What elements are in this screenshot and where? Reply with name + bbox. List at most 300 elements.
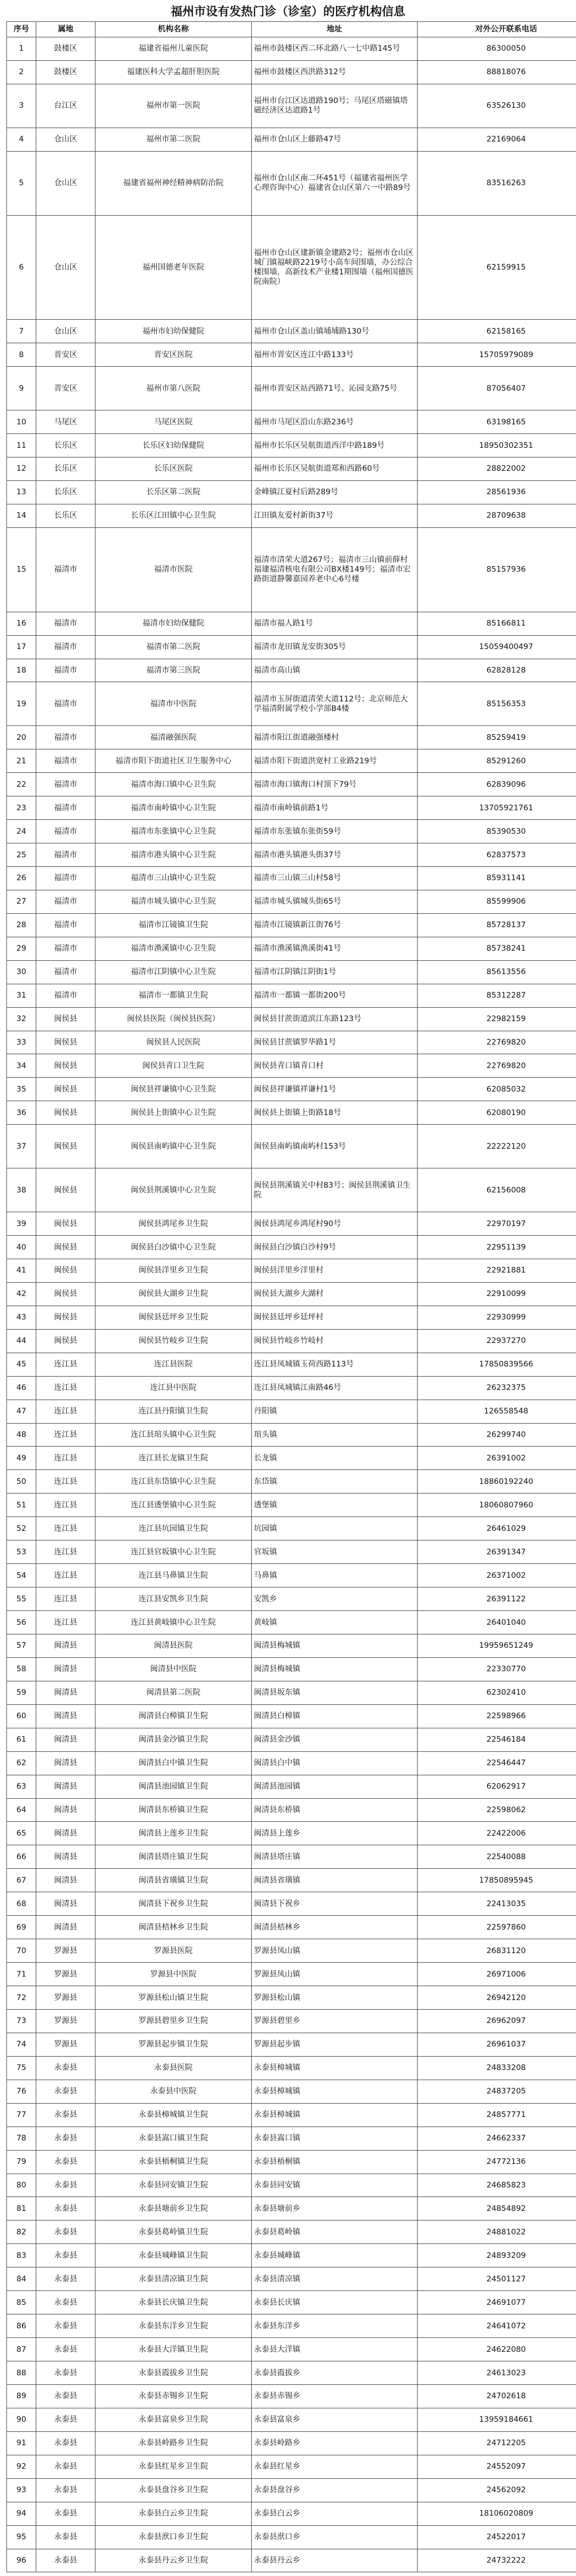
cell-no: 71 <box>7 1963 36 1986</box>
table-row <box>7 1470 576 1494</box>
cell-no: 52 <box>7 1517 36 1540</box>
cell-name: 福清市城头镇中心卫生院 <box>95 890 252 913</box>
table-row <box>7 2127 576 2150</box>
cell-phone: 22330770 <box>418 1657 576 1681</box>
cell-address: 闽清县白樟镇 <box>252 1704 418 1728</box>
cell-district: 闽清县 <box>36 1845 95 1869</box>
cell-district: 福清市 <box>36 773 95 796</box>
cell-phone: 15705979089 <box>418 343 576 367</box>
cell-phone: 22413035 <box>418 1892 576 1916</box>
cell-no: 45 <box>7 1353 36 1376</box>
table-row <box>7 773 576 796</box>
cell-district: 闽清县 <box>36 1657 95 1681</box>
cell-district: 连江县 <box>36 1517 95 1540</box>
cell-address: 闽侯县洋里乡洋里村 <box>252 1259 418 1282</box>
table-row <box>7 1798 576 1822</box>
cell-no: 2 <box>7 60 36 84</box>
cell-district: 福清市 <box>36 984 95 1007</box>
cell-phone: 126558548 <box>418 1400 576 1423</box>
cell-name: 福州市第二医院 <box>95 128 252 151</box>
table-row <box>7 1751 576 1775</box>
table-row <box>7 480 576 504</box>
cell-address: 闽清县桔林乡 <box>252 1916 418 1939</box>
table-row <box>7 434 576 457</box>
cell-address: 永泰县樟城镇 <box>252 2056 418 2080</box>
cell-address: 罗源县碧里乡 <box>252 2009 418 2033</box>
cell-district: 永泰县 <box>36 2174 95 2197</box>
table-row <box>7 1306 576 1329</box>
cell-address: 福清市清荣大道267号；福清市三山镇前薛村福建福清核电有限公司BX楼149号；福清市宏路街道静馨嘉园养老中心6号楼 <box>252 527 418 612</box>
cell-address: 永泰县城峰镇 <box>252 2244 418 2267</box>
table-row <box>7 2502 576 2525</box>
table-row <box>7 2455 576 2478</box>
cell-district: 闽清县 <box>36 1916 95 1939</box>
cell-phone: 28709638 <box>418 504 576 527</box>
cell-address: 闽清县梅城镇 <box>252 1634 418 1657</box>
header-address: 地址 <box>252 22 418 37</box>
cell-no: 53 <box>7 1540 36 1564</box>
table-row <box>7 1775 576 1798</box>
cell-address: 永泰县梧桐镇 <box>252 2150 418 2174</box>
cell-name: 永泰县岭路乡卫生院 <box>95 2431 252 2455</box>
cell-district: 闽清县 <box>36 1704 95 1728</box>
cell-district: 福清市 <box>36 659 95 682</box>
cell-address: 永泰县丹云乡 <box>252 2549 418 2572</box>
cell-address: 福清市龙田镇龙安街305号 <box>252 635 418 659</box>
cell-address: 闽侯县鸿尾乡鸿尾村90号 <box>252 1212 418 1236</box>
cell-address: 永泰县清凉镇 <box>252 2267 418 2291</box>
cell-address: 罗源县凤山镇 <box>252 1963 418 1986</box>
cell-district: 福清市 <box>36 749 95 773</box>
cell-name: 福清市江阴镇中心卫生院 <box>95 960 252 984</box>
cell-phone: 26962097 <box>418 2009 576 2033</box>
cell-no: 37 <box>7 1125 36 1168</box>
table-row <box>7 2291 576 2314</box>
cell-phone: 24772136 <box>418 2150 576 2174</box>
cell-no: 56 <box>7 1611 36 1634</box>
cell-district: 永泰县 <box>36 2221 95 2244</box>
cell-address: 福清市港头镇港头街37号 <box>252 843 418 867</box>
cell-no: 18 <box>7 659 36 682</box>
cell-district: 闽清县 <box>36 1892 95 1916</box>
cell-address: 闽侯县白沙镇白沙村9号 <box>252 1236 418 1259</box>
cell-district: 连江县 <box>36 1400 95 1423</box>
cell-address: 马鼻镇 <box>252 1564 418 1587</box>
cell-phone: 22769820 <box>418 1031 576 1054</box>
cell-address: 福清市江镜镇新江街76号 <box>252 913 418 937</box>
cell-phone: 24501127 <box>418 2267 576 2291</box>
table-row <box>7 1400 576 1423</box>
cell-address: 闽侯县甘蔗镇罗华路1号 <box>252 1031 418 1054</box>
cell-no: 10 <box>7 410 36 434</box>
cell-phone: 24562092 <box>418 2478 576 2502</box>
cell-address: 永泰县赤锡乡 <box>252 2384 418 2408</box>
cell-address: 永泰县富泉乡 <box>252 2408 418 2431</box>
cell-no: 66 <box>7 1845 36 1869</box>
cell-no: 84 <box>7 2267 36 2291</box>
cell-name: 闽侯县大湖乡卫生院 <box>95 1282 252 1306</box>
cell-address: 闽清县白中镇 <box>252 1751 418 1775</box>
table-row <box>7 1540 576 1564</box>
cell-name: 永泰县红星乡卫生院 <box>95 2455 252 2478</box>
cell-district: 马尾区 <box>36 410 95 434</box>
cell-phone: 85312287 <box>418 984 576 1007</box>
cell-name: 永泰县白云乡卫生院 <box>95 2502 252 2525</box>
cell-phone: 22169064 <box>418 128 576 151</box>
table-row <box>7 2009 576 2033</box>
cell-district: 连江县 <box>36 1540 95 1564</box>
cell-no: 22 <box>7 773 36 796</box>
cell-district: 福清市 <box>36 527 95 612</box>
cell-district: 晋安区 <box>36 367 95 410</box>
cell-phone: 24854892 <box>418 2197 576 2221</box>
table-row <box>7 151 576 215</box>
cell-phone: 62062917 <box>418 1775 576 1798</box>
table-row <box>7 796 576 820</box>
cell-district: 闽侯县 <box>36 1007 95 1031</box>
cell-name: 闽侯县荆溪镇中心卫生院 <box>95 1168 252 1212</box>
cell-name: 福清市第三医院 <box>95 659 252 682</box>
cell-address: 永泰县樟城镇 <box>252 2103 418 2127</box>
cell-name: 永泰县东洋乡卫生院 <box>95 2314 252 2338</box>
cell-no: 73 <box>7 2009 36 2033</box>
cell-phone: 22540088 <box>418 1845 576 1869</box>
cell-no: 68 <box>7 1892 36 1916</box>
cell-district: 台江区 <box>36 84 95 128</box>
cell-address: 连江县凤城镇玉荷西路113号 <box>252 1353 418 1376</box>
cell-district: 闽侯县 <box>36 1212 95 1236</box>
cell-address: 福州市鼓楼区西洪路312号 <box>252 60 418 84</box>
cell-district: 鼓楼区 <box>36 60 95 84</box>
cell-no: 40 <box>7 1236 36 1259</box>
cell-phone: 85613556 <box>418 960 576 984</box>
cell-phone: 24662337 <box>418 2127 576 2150</box>
cell-name: 连江县丹阳镇卫生院 <box>95 1400 252 1423</box>
cell-phone: 62828128 <box>418 659 576 682</box>
cell-name: 闽清县上莲乡卫生院 <box>95 1822 252 1845</box>
cell-name: 闽侯县祥谦镇中心卫生院 <box>95 1078 252 1101</box>
table-row <box>7 60 576 84</box>
table-row <box>7 1845 576 1869</box>
cell-district: 晋安区 <box>36 343 95 367</box>
table-body <box>7 37 576 2572</box>
cell-no: 30 <box>7 960 36 984</box>
cell-phone: 19959651249 <box>418 1634 576 1657</box>
table-row <box>7 913 576 937</box>
cell-name: 闽侯县廷坪乡卫生院 <box>95 1306 252 1329</box>
cell-address: 闽侯县荆溪镇关中村83号；闽侯县荆溪镇卫生院 <box>252 1168 418 1212</box>
table-row <box>7 2525 576 2549</box>
cell-address: 永泰县红星乡 <box>252 2455 418 2478</box>
cell-name: 闽侯县上街镇中心卫生院 <box>95 1101 252 1125</box>
cell-phone: 85157936 <box>418 527 576 612</box>
table-row <box>7 1822 576 1845</box>
table-row <box>7 682 576 726</box>
cell-address: 福州市长乐区吴航街道西洋中路189号 <box>252 434 418 457</box>
cell-phone: 22769820 <box>418 1054 576 1078</box>
cell-no: 31 <box>7 984 36 1007</box>
cell-name: 福建省福州神经精神病防治院 <box>95 151 252 215</box>
cell-name: 连江县中医院 <box>95 1376 252 1400</box>
cell-name: 永泰县盘谷乡卫生院 <box>95 2478 252 2502</box>
cell-address: 连江县凤城镇江南路46号 <box>252 1376 418 1400</box>
cell-no: 13 <box>7 480 36 504</box>
cell-district: 福清市 <box>36 682 95 726</box>
cell-no: 59 <box>7 1681 36 1704</box>
cell-address: 罗源县起步镇 <box>252 2033 418 2056</box>
cell-no: 38 <box>7 1168 36 1212</box>
cell-name: 福清市阳下街道社区卫生服务中心 <box>95 749 252 773</box>
cell-name: 闽侯县白沙镇中心卫生院 <box>95 1236 252 1259</box>
cell-no: 25 <box>7 843 36 867</box>
cell-address: 永泰县霞拔乡 <box>252 2361 418 2385</box>
cell-district: 永泰县 <box>36 2338 95 2361</box>
cell-name: 闽侯县南屿镇中心卫生院 <box>95 1125 252 1168</box>
cell-district: 仓山区 <box>36 151 95 215</box>
cell-name: 连江县官坂镇中心卫生院 <box>95 1540 252 1564</box>
cell-name: 福清市渔溪镇中心卫生院 <box>95 937 252 960</box>
cell-district: 罗源县 <box>36 1939 95 1963</box>
cell-no: 57 <box>7 1634 36 1657</box>
cell-no: 70 <box>7 1939 36 1963</box>
cell-address: 福州市台江区达道路190号；马尾区塔磁镇塔磁经济区达道路1号 <box>252 84 418 128</box>
cell-district: 福清市 <box>36 612 95 635</box>
table-row <box>7 2338 576 2361</box>
cell-no: 20 <box>7 726 36 749</box>
cell-no: 51 <box>7 1494 36 1517</box>
cell-phone: 62080190 <box>418 1101 576 1125</box>
cell-district: 闽侯县 <box>36 1078 95 1101</box>
table-row <box>7 367 576 410</box>
cell-no: 4 <box>7 128 36 151</box>
header-no: 序号 <box>7 22 36 37</box>
cell-district: 闽侯县 <box>36 1236 95 1259</box>
cell-address: 闽清县梅城镇 <box>252 1657 418 1681</box>
table-row <box>7 128 576 151</box>
cell-phone: 18106020809 <box>418 2502 576 2525</box>
cell-name: 长乐区江田镇中心卫生院 <box>95 504 252 527</box>
table-row <box>7 2080 576 2103</box>
cell-address: 永泰县洑口乡 <box>252 2525 418 2549</box>
cell-name: 连江县马鼻镇卫生院 <box>95 1564 252 1587</box>
cell-no: 8 <box>7 343 36 367</box>
cell-address: 闽清县池园镇 <box>252 1775 418 1798</box>
cell-no: 26 <box>7 866 36 890</box>
cell-district: 永泰县 <box>36 2127 95 2150</box>
cell-no: 55 <box>7 1587 36 1611</box>
cell-phone: 26971006 <box>418 1963 576 1986</box>
cell-no: 64 <box>7 1798 36 1822</box>
cell-district: 永泰县 <box>36 2408 95 2431</box>
table-row <box>7 635 576 659</box>
cell-district: 闽侯县 <box>36 1125 95 1168</box>
cell-phone: 24522017 <box>418 2525 576 2549</box>
cell-phone: 85931141 <box>418 866 576 890</box>
cell-address: 金峰镇江夏村后路289号 <box>252 480 418 504</box>
cell-name: 福清市中医院 <box>95 682 252 726</box>
cell-phone: 85390530 <box>418 820 576 843</box>
cell-district: 永泰县 <box>36 2361 95 2385</box>
cell-address: 闽清县坂东镇 <box>252 1681 418 1704</box>
cell-phone: 22546447 <box>418 1751 576 1775</box>
cell-district: 永泰县 <box>36 2150 95 2174</box>
cell-name: 永泰县洑口乡卫生院 <box>95 2525 252 2549</box>
table-row <box>7 1031 576 1054</box>
cell-name: 永泰县霞拔乡卫生院 <box>95 2361 252 2385</box>
cell-phone: 24552097 <box>418 2455 576 2478</box>
cell-phone: 24691077 <box>418 2291 576 2314</box>
table-row <box>7 2221 576 2244</box>
cell-address: 福清市玉屏街道清荣大道112号；北京师范大学福清附属学校小学部B4楼 <box>252 682 418 726</box>
cell-name: 长乐区医院 <box>95 457 252 481</box>
cell-name: 福州市第八医院 <box>95 367 252 410</box>
cell-address: 福州市长乐区吴航街道郑和西路60号 <box>252 457 418 481</box>
cell-no: 24 <box>7 820 36 843</box>
table-row <box>7 1125 576 1168</box>
cell-address: 闽清县下祝乡 <box>252 1892 418 1916</box>
cell-phone: 24837205 <box>418 2080 576 2103</box>
cell-no: 47 <box>7 1400 36 1423</box>
cell-phone: 22970197 <box>418 1212 576 1236</box>
page-title: 福州市设有发热门诊（诊室）的医疗机构信息 <box>170 5 405 19</box>
cell-no: 16 <box>7 612 36 635</box>
table-row <box>7 890 576 913</box>
cell-name: 罗源县碧里乡卫生院 <box>95 2009 252 2033</box>
table-row <box>7 1869 576 1892</box>
cell-phone: 26232375 <box>418 1376 576 1400</box>
cell-district: 永泰县 <box>36 2502 95 2525</box>
cell-no: 33 <box>7 1031 36 1054</box>
cell-district: 仓山区 <box>36 215 95 320</box>
table-row <box>7 1353 576 1376</box>
cell-phone: 85738241 <box>418 937 576 960</box>
table-row <box>7 843 576 867</box>
cell-phone: 22951139 <box>418 1236 576 1259</box>
cell-address: 透堡镇 <box>252 1494 418 1517</box>
cell-address: 福州市鼓楼区西二环北路八一七中路145号 <box>252 37 418 61</box>
cell-name: 永泰县大洋镇卫生院 <box>95 2338 252 2361</box>
cell-district: 永泰县 <box>36 2197 95 2221</box>
cell-name: 闽侯县洋里乡卫生院 <box>95 1259 252 1282</box>
cell-phone: 22598062 <box>418 1798 576 1822</box>
cell-name: 连江县安凯乡卫生院 <box>95 1587 252 1611</box>
cell-no: 23 <box>7 796 36 820</box>
table-row <box>7 937 576 960</box>
cell-address: 福州市仓山区建新镇金建路2号；福州市仓山区城门镇福峡路2219号小高车间围墙，办公综合楼围墙，高新技术产业楼1期围墙（福州国德医院南院） <box>252 215 418 320</box>
cell-address: 永泰县同安镇 <box>252 2174 418 2197</box>
cell-address: 闽侯县青口镇青口村 <box>252 1054 418 1078</box>
cell-address: 罗源县松山镇 <box>252 1986 418 2010</box>
table-row <box>7 1168 576 1212</box>
cell-address: 永泰县嵩口镇 <box>252 2127 418 2150</box>
medical-institutions-table <box>6 21 576 2572</box>
cell-address: 闽清县东桥镇 <box>252 1798 418 1822</box>
table-row <box>7 1329 576 1353</box>
cell-district: 永泰县 <box>36 2455 95 2478</box>
table-row <box>7 749 576 773</box>
cell-address: 福清市东张镇东张街59号 <box>252 820 418 843</box>
cell-name: 连江县透堡镇中心卫生院 <box>95 1494 252 1517</box>
cell-phone: 26942120 <box>418 1986 576 2010</box>
cell-district: 连江县 <box>36 1470 95 1494</box>
cell-district: 福清市 <box>36 890 95 913</box>
cell-name: 晋安区医院 <box>95 343 252 367</box>
cell-phone: 17850839566 <box>418 1353 576 1376</box>
cell-name: 福清市南岭镇中心卫生院 <box>95 796 252 820</box>
cell-name: 福州市第一医院 <box>95 84 252 128</box>
cell-phone: 22597860 <box>418 1916 576 1939</box>
cell-district: 长乐区 <box>36 480 95 504</box>
cell-address: 永泰县大洋镇 <box>252 2338 418 2361</box>
cell-no: 62 <box>7 1751 36 1775</box>
cell-phone: 87056407 <box>418 367 576 410</box>
cell-address: 永泰县白云乡 <box>252 2502 418 2525</box>
cell-district: 闽清县 <box>36 1798 95 1822</box>
cell-name: 连江县坑园镇卫生院 <box>95 1517 252 1540</box>
cell-no: 43 <box>7 1306 36 1329</box>
cell-name: 福建省福州儿童医院 <box>95 37 252 61</box>
cell-no: 7 <box>7 320 36 343</box>
cell-no: 48 <box>7 1423 36 1447</box>
cell-name: 福州市妇幼保健院 <box>95 320 252 343</box>
cell-district: 福清市 <box>36 726 95 749</box>
cell-name: 闽清县塔庄镇卫生院 <box>95 1845 252 1869</box>
cell-name: 永泰县嵩口镇卫生院 <box>95 2127 252 2150</box>
cell-phone: 26461029 <box>418 1517 576 1540</box>
cell-phone: 63198165 <box>418 410 576 434</box>
cell-district: 闽侯县 <box>36 1031 95 1054</box>
cell-phone: 85156353 <box>418 682 576 726</box>
cell-address: 丹阳镇 <box>252 1400 418 1423</box>
cell-no: 9 <box>7 367 36 410</box>
table-row <box>7 1101 576 1125</box>
cell-phone: 22422006 <box>418 1822 576 1845</box>
cell-district: 连江县 <box>36 1564 95 1587</box>
cell-no: 49 <box>7 1447 36 1470</box>
cell-no: 63 <box>7 1775 36 1798</box>
table-row <box>7 1078 576 1101</box>
table-header-row <box>7 22 576 37</box>
cell-district: 长乐区 <box>36 434 95 457</box>
cell-no: 85 <box>7 2291 36 2314</box>
cell-no: 89 <box>7 2384 36 2408</box>
cell-phone: 22222120 <box>418 1125 576 1168</box>
table-row <box>7 457 576 481</box>
table-row <box>7 2033 576 2056</box>
table-row <box>7 659 576 682</box>
table-row <box>7 1447 576 1470</box>
cell-name: 福清市三山镇中心卫生院 <box>95 866 252 890</box>
table-row <box>7 1376 576 1400</box>
cell-phone: 26401040 <box>418 1611 576 1634</box>
cell-name: 永泰县赤锡乡卫生院 <box>95 2384 252 2408</box>
cell-phone: 26391002 <box>418 1447 576 1470</box>
cell-phone: 24881022 <box>418 2221 576 2244</box>
cell-name: 罗源县中医院 <box>95 1963 252 1986</box>
cell-no: 95 <box>7 2525 36 2549</box>
cell-address: 永泰县长庆镇 <box>252 2291 418 2314</box>
cell-district: 永泰县 <box>36 2478 95 2502</box>
cell-phone: 22982159 <box>418 1007 576 1031</box>
cell-phone: 18860192240 <box>418 1470 576 1494</box>
cell-name: 闽清县第二医院 <box>95 1681 252 1704</box>
table-row <box>7 2103 576 2127</box>
table-row <box>7 2150 576 2174</box>
cell-no: 74 <box>7 2033 36 2056</box>
cell-district: 闽清县 <box>36 1822 95 1845</box>
table-row <box>7 1916 576 1939</box>
cell-district: 永泰县 <box>36 2103 95 2127</box>
